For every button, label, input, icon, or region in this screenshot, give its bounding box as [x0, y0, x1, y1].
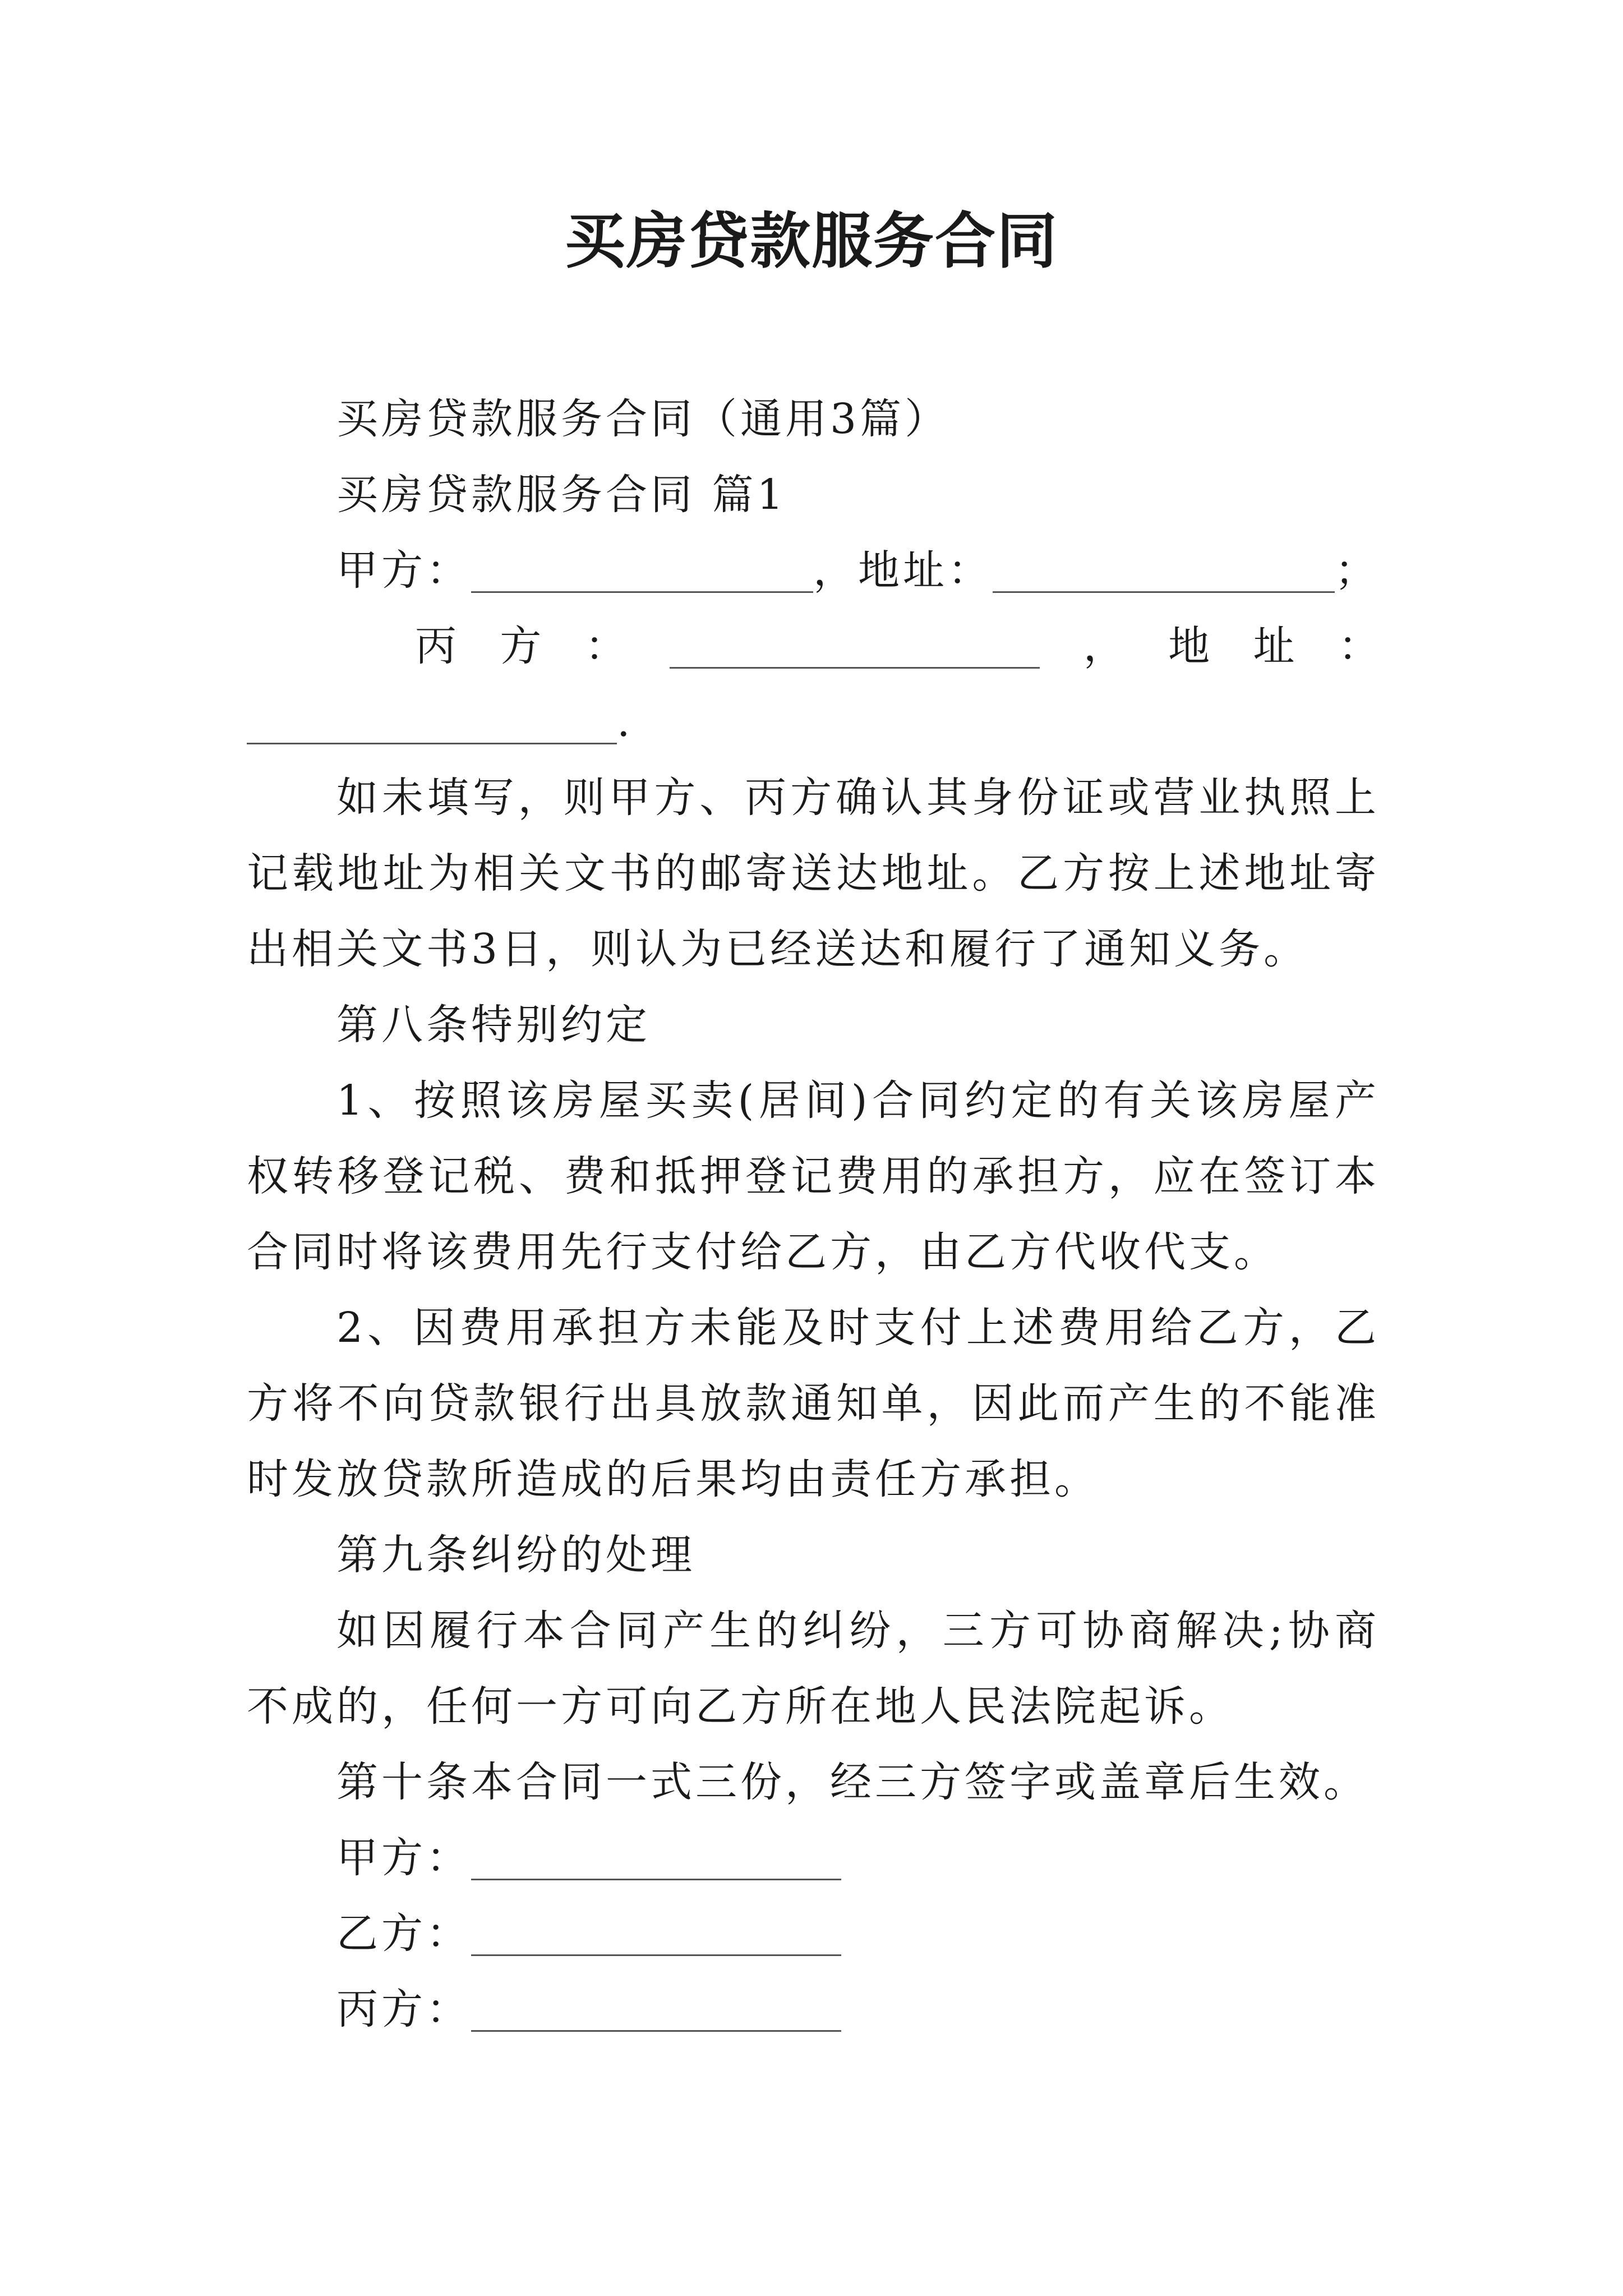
document-body [247, 381, 1380, 2047]
party-c-char-2: 方 [500, 622, 542, 670]
address-label: ，地址： [813, 546, 993, 595]
signature-party-b-blank[interactable] [471, 1952, 841, 1956]
party-c-char-5: 地 [1168, 622, 1210, 670]
signature-party-c-blank[interactable] [471, 2028, 841, 2032]
signature-party-c-label: 丙方： [336, 1985, 471, 2033]
signature-party-b [247, 1896, 1380, 1972]
paragraph-address-notice: 如未填写，则甲方、丙方确认其身份证或营业执照上记载地址为相关文书的邮寄送达地址。乙方按上述地址寄出相关文书3日，则认为已经送达和履行了通知义务。 [247, 774, 1380, 973]
signature-party-a-blank[interactable] [471, 1876, 841, 1880]
paragraph-article-8-item-1: 1、按照该房屋买卖(居间)合同约定的有关该房屋产权转移登记税、费和抵押登记费用的承担方，应在签订本合同时将该费用先行支付给乙方，由乙方代收代支。 [247, 1076, 1380, 1276]
article-9-heading: 第九条纠纷的处理 [336, 1531, 695, 1579]
subtitle [247, 381, 1380, 457]
party-c-char-3: ： [584, 622, 626, 670]
subtitle-text: 买房贷款服务合同（通用3篇） [336, 395, 950, 443]
paragraph-article-8-item-2: 2、因费用承担方未能及时支付上述费用给乙方，乙方将不向贷款银行出具放款通知单，因此而产生的不能准时发放贷款所造成的后果均由责任方承担。 [247, 1304, 1380, 1503]
party-c-name-blank[interactable] [670, 665, 1040, 669]
section-heading [247, 457, 1380, 533]
party-c-char-7: ： [1338, 622, 1380, 670]
signature-party-c [247, 1972, 1380, 2047]
section-heading-text: 买房贷款服务合同 篇1 [336, 471, 787, 519]
party-a-name-blank[interactable] [471, 589, 813, 593]
party-a-label: 甲方： [336, 546, 471, 595]
party-c-char-6: 址 [1253, 622, 1295, 670]
signature-party-a-label: 甲方： [336, 1834, 471, 1882]
document-title: 买房贷款服务合同 [564, 206, 1058, 277]
signature-party-b-label: 乙方： [336, 1910, 471, 1958]
paragraph-article-9: 如因履行本合同产生的纠纷，三方可协商解决;协商不成的，任何一方可向乙方所在地人民法院起诉。 [247, 1607, 1380, 1731]
party-c-address-blank[interactable] [247, 740, 617, 744]
article-8-heading: 第八条特别约定 [336, 1001, 651, 1049]
party-c-address-continuation [247, 684, 1380, 760]
party-c-char-4: ， [1083, 622, 1125, 670]
party-c-char-1: 丙 [415, 622, 457, 670]
party-c-address-line [247, 609, 1380, 684]
party-a-address-line [247, 533, 1380, 609]
address-end: ； [1335, 546, 1380, 595]
period: . [617, 698, 630, 746]
signature-party-a [247, 1820, 1380, 1896]
article-10-heading: 第十条本合同一式三份，经三方签字或盖章后生效。 [336, 1758, 1368, 1806]
party-a-address-blank[interactable] [993, 589, 1335, 593]
